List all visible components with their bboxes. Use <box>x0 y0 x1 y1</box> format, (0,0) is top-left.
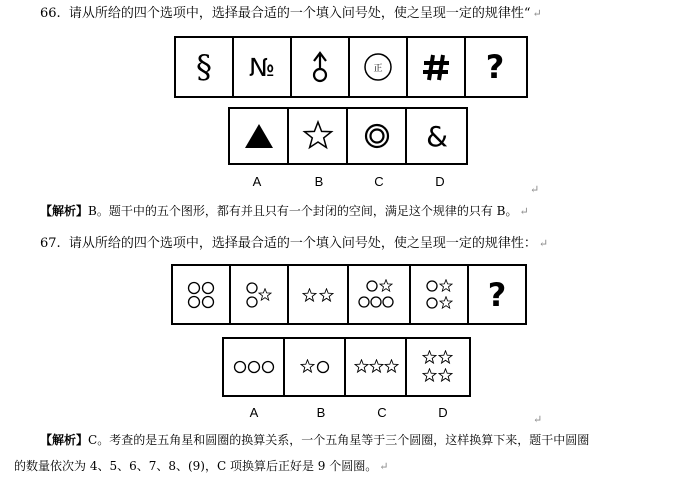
return-mark: ↵ <box>532 7 542 20</box>
q67-sequence-row <box>171 264 527 325</box>
q66-options-row <box>228 107 468 165</box>
q67-analysis-label: 【解析】 <box>40 433 89 447</box>
q67-question-text: 请从所给的四个选项中，选择最合适的一个填入问号处，使之呈现一定的规律性： <box>68 236 537 251</box>
question-mark-icon: ? <box>485 48 505 86</box>
return-mark: ↵ <box>519 205 529 218</box>
two-stars-icon <box>300 285 336 305</box>
q67-option-label-c: C <box>377 405 387 420</box>
q66-option-label-c: C <box>374 174 384 189</box>
q67-options-row <box>222 337 471 397</box>
q66-option-label-d: D <box>435 174 445 189</box>
three-stars-icon <box>353 358 399 376</box>
q67-number: 67. <box>40 236 61 251</box>
circled-zheng-icon <box>361 50 395 84</box>
double-circle-icon <box>361 120 393 152</box>
q67-analysis-text-1: C。考查的是五角星和圆圈的换算关系，一个五角星等于三个圆圈，这样换算下来，题干中圆圈 <box>88 433 590 447</box>
return-mark: ↵ <box>533 413 543 426</box>
q66-option-b-cell[interactable] <box>289 109 348 163</box>
q67-analysis-line-1 <box>40 432 589 448</box>
q66-analysis-label: 【解析】 <box>40 204 89 218</box>
q66-option-label-b: B <box>314 174 324 189</box>
q67-option-c-cell[interactable] <box>346 339 407 395</box>
svg-text:&: & <box>425 120 448 153</box>
hash-icon <box>419 50 453 84</box>
q66-sequence-cell-1 <box>176 38 234 96</box>
q67-sequence-cell-5 <box>411 266 469 323</box>
q66-question <box>40 6 542 22</box>
svg-text:§: § <box>196 48 212 86</box>
q66-option-a-cell[interactable] <box>230 109 289 163</box>
two-circles-one-star-icon <box>242 278 276 312</box>
q67-sequence-cell-6 <box>469 266 525 323</box>
q66-option-d-cell[interactable] <box>407 109 466 163</box>
q66-sequence-cell-3 <box>292 38 350 96</box>
q67-sequence-cell-4 <box>349 266 411 323</box>
section-sign-icon <box>189 47 219 87</box>
q67-option-d-cell[interactable] <box>407 339 469 395</box>
q67-option-label-d: D <box>438 405 448 420</box>
q67-option-label-b: B <box>316 405 326 420</box>
filled-triangle-icon <box>243 121 275 151</box>
four-circles-icon <box>184 278 218 312</box>
q67-option-a-cell[interactable] <box>224 339 285 395</box>
svg-text:№: № <box>248 53 276 82</box>
return-mark: ↵ <box>530 183 540 196</box>
q67-option-label-a: A <box>249 405 259 420</box>
one-star-four-circles-icon <box>356 277 402 313</box>
star-circle-icon <box>299 358 331 376</box>
q67-analysis-line-2 <box>14 458 388 475</box>
q67-analysis-text-2: 的数量依次为 4、5、6、7、8、(9)，C 项换算后正好是 9 个圆圈。 <box>14 459 378 473</box>
q66-sequence-cell-6 <box>466 38 524 96</box>
numero-sign-icon <box>239 47 285 87</box>
star-outline-icon <box>301 119 335 153</box>
male-symbol-icon <box>305 47 335 87</box>
q66-sequence-cell-4 <box>350 38 408 96</box>
q66-question-text: 请从所给的四个选项中，选择最合适的一个填入问号处，使之呈现一定的规律性“ <box>68 6 531 21</box>
q66-number: 66. <box>40 6 61 21</box>
ampersand-icon <box>420 119 454 153</box>
q67-question <box>40 236 548 252</box>
circled-zheng-char: 正 <box>373 64 383 74</box>
three-circles-icon <box>232 359 276 375</box>
q66-option-c-cell[interactable] <box>348 109 407 163</box>
q67-sequence-cell-2 <box>231 266 289 323</box>
q66-sequence-cell-2 <box>234 38 292 96</box>
q66-sequence-cell-5 <box>408 38 466 96</box>
four-stars-icon <box>421 349 455 385</box>
q66-sequence-row <box>174 36 528 98</box>
return-mark: ↵ <box>538 237 549 250</box>
q66-analysis <box>40 203 529 220</box>
q66-analysis-text: B。题干中的五个图形，都有并且只有一个封闭的空间，满足这个规律的只有 B。 <box>88 204 518 218</box>
two-circles-two-stars-icon <box>422 277 456 313</box>
q67-option-b-cell[interactable] <box>285 339 346 395</box>
q67-sequence-cell-3 <box>289 266 349 323</box>
q67-sequence-cell-1 <box>173 266 231 323</box>
question-mark-icon: ? <box>487 275 507 314</box>
q66-option-label-a: A <box>252 174 262 189</box>
return-mark: ↵ <box>379 460 389 473</box>
